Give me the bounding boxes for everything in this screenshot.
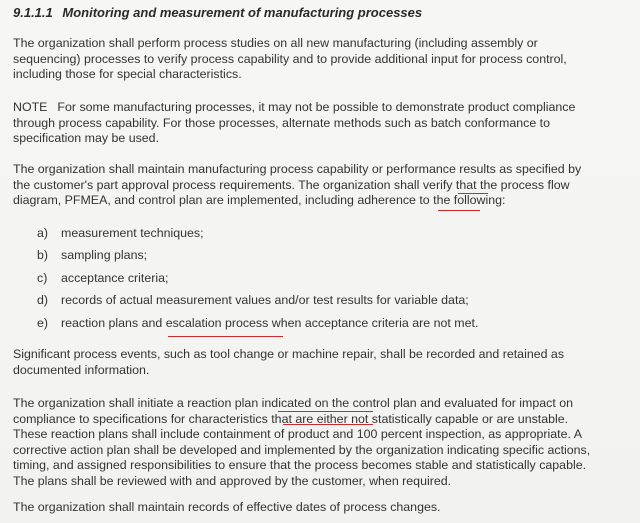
paragraph-note — [13, 100, 631, 147]
text-line: documented information. — [13, 362, 150, 377]
text-line: compliance to specifications for characteristics that are either not statistically capable or are unstable. — [13, 411, 569, 426]
section-heading — [13, 5, 422, 20]
list-item — [37, 293, 478, 315]
annotation-underline-escalation — [168, 336, 283, 337]
paragraph-records — [13, 500, 631, 516]
adherence-list — [37, 226, 478, 338]
text-line: The plans shall be reviewed with and approved by the customer, when required. — [13, 473, 452, 488]
paragraph-reaction-plan — [13, 396, 631, 489]
list-letter: a) — [37, 226, 49, 240]
list-text: acceptance criteria; — [61, 270, 169, 285]
text-line: timing, and assigned responsibilities to ensure that the process becomes stable and statistically capable. — [13, 458, 587, 472]
text-line: specification may be used. — [13, 131, 160, 145]
list-letter: b) — [37, 248, 49, 263]
list-letter: c) — [37, 270, 48, 285]
list-letter: d) — [37, 293, 49, 308]
text-line: These reaction plans shall include containment of product and 100 percent inspection, as appropriate. A — [13, 427, 582, 441]
text-line: the customer's part approval process requirements. The organization shall verify that the process flow — [13, 177, 570, 192]
text-line: sequencing) processes to verify process capability and to provide additional input for process control, — [13, 51, 567, 66]
annotation-underline-indicated — [278, 411, 373, 412]
text-line: through process capability. For those processes, alternate methods such as batch conformance to — [13, 115, 550, 130]
list-item — [37, 226, 478, 248]
text-line: including those for special characteristics. — [13, 67, 242, 81]
text-line: Significant process events, such as tool change or machine repair, shall be recorded and retained as — [13, 347, 565, 361]
paragraph-significant-events — [13, 347, 631, 378]
text-line: The organization shall perform process studies on all new manufacturing (including assembly or — [13, 36, 538, 50]
text-line: The organization shall initiate a reaction plan indicated on the control plan and evaluated for impact on — [13, 396, 574, 410]
text-line: The organization shall maintain records of effective dates of process changes. — [13, 500, 441, 514]
paragraph-process-studies — [13, 36, 631, 83]
section-number: 9.1.1.1 — [13, 5, 53, 20]
text-line — [13, 100, 631, 116]
list-item — [37, 316, 478, 338]
list-item — [37, 271, 478, 293]
list-text: records of actual measurement values and/or test results for variable data; — [61, 293, 469, 308]
note-label: NOTE — [13, 100, 48, 114]
annotation-underline-verify — [458, 193, 488, 194]
section-title: Monitoring and measurement of manufacturing processes — [62, 5, 423, 20]
note-text: For some manufacturing processes, it may not be possible to demonstrate product compliance — [57, 100, 576, 114]
list-text: sampling plans; — [61, 248, 148, 263]
text-line: diagram, PFMEA, and control plan are implemented, including adherence to the following: — [13, 193, 506, 207]
list-text: reaction plans and escalation process when acceptance criteria are not met. — [61, 315, 479, 330]
text-line: The organization shall maintain manufacturing process capability or performance results as specified by — [13, 162, 582, 176]
list-item — [37, 248, 478, 270]
annotation-underline-adherence — [438, 210, 480, 211]
list-letter: e) — [37, 315, 49, 330]
text-line: corrective action plan shall be developed and implemented by the organization indicating specific actions, — [13, 442, 591, 457]
paragraph-capability — [13, 162, 631, 209]
list-text: measurement techniques; — [61, 226, 204, 240]
annotation-underline-either — [283, 424, 373, 425]
